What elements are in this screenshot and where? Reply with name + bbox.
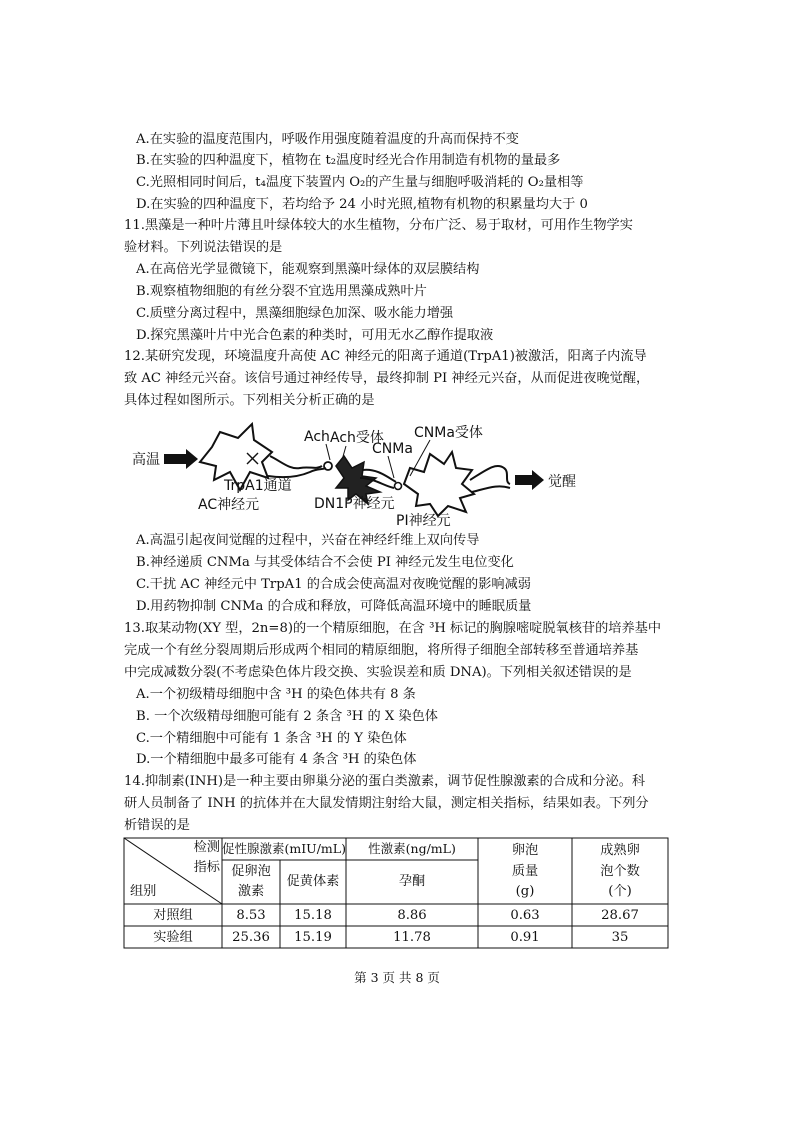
- table-header-lh: 促黄体素: [286, 874, 340, 889]
- q13-option-b: B. 一个次级精母细胞可能有 2 条含 ³H 的 X 染色体: [136, 709, 438, 724]
- q10-option-b: B.在实验的四种温度下，植物在 t₂温度时经光合作用制造有机物的量最多: [136, 153, 561, 168]
- trpa1-label: TrpA1通道: [224, 478, 292, 494]
- q10-option-a: A.在实验的温度范围内，呼吸作用强度随着温度的升高而保持不变: [136, 132, 519, 147]
- table-header-fsh-1: 促卵泡: [231, 864, 271, 879]
- q12-stem-line2: 致 AC 神经元兴奋。该信号通过神经传导，最终抑制 PI 神经元兴奋，从而促进夜晚觉醒，: [124, 371, 650, 386]
- cnma-receptor-label: CNMa受体: [414, 425, 483, 441]
- q13-stem-line2: 完成一个有丝分裂周期后形成两个相同的精原细胞，将所得子细胞全部转移至普通培养基: [124, 643, 639, 658]
- ac-neuron-label: AC神经元: [198, 497, 260, 513]
- table-cell-lh: 15.19: [294, 930, 332, 945]
- ach-label: Ach: [304, 429, 330, 445]
- table-header-fsh-2: 激素: [237, 884, 265, 899]
- q12-option-a: A.高温引起夜间觉醒的过程中，兴奋在神经纤维上双向传导: [136, 533, 480, 548]
- q11-option-d: D.探究黑藻叶片中光合色素的种类时，可用无水乙醇作提取液: [136, 328, 494, 343]
- pi-label: PI神经元: [396, 513, 451, 529]
- table-cell-mature-count: 28.67: [601, 908, 639, 923]
- table-corner-top-2: 指标: [193, 860, 220, 875]
- table-header-mature-1: 成熟卵: [600, 843, 640, 858]
- table-header-mature-3: (个): [608, 884, 632, 899]
- table-cell-fsh: 25.36: [232, 930, 270, 945]
- table-cell-mature-count: 35: [611, 930, 629, 945]
- table-cell-follicle-mass: 0.91: [510, 930, 540, 945]
- table-corner-bottom: 组别: [130, 884, 157, 899]
- q11-stem-line2: 验材料。下列说法错误的是: [124, 240, 283, 255]
- q13-option-c: C.一个精细胞中可能有 1 条含 ³H 的 Y 染色体: [136, 731, 407, 746]
- table-cell-group: 对照组: [153, 908, 193, 923]
- q14-stem-line3: 析错误的是: [124, 818, 190, 833]
- table-header-follicle-mass-3: (g): [515, 884, 535, 899]
- ach-receptor-label: Ach受体: [330, 430, 384, 446]
- high-temp-label: 高温: [132, 452, 160, 468]
- table-cell-follicle-mass: 0.63: [510, 908, 540, 923]
- q13-stem-line1: 13.取某动物(XY 型，2n=8)的一个精原细胞，在含 ³H 标记的胸腺嘧啶脱氧核苷的培养基中: [124, 621, 662, 636]
- page-footer: 第 3 页 共 8 页: [354, 970, 440, 985]
- q11-option-b: B.观察植物细胞的有丝分裂不宜选用黑藻成熟叶片: [136, 284, 427, 299]
- table-header-mature-2: 泡个数: [600, 864, 640, 879]
- q10-option-c: C.光照相同时间后，t₄温度下装置内 O₂的产生量与细胞呼吸消耗的 O₂量相等: [136, 175, 584, 190]
- table-corner-top-1: 检测: [193, 840, 220, 855]
- q11-option-a: A.在高倍光学显微镜下，能观察到黑藻叶绿体的双层膜结构: [136, 262, 480, 277]
- q12-stem-line1: 12.某研究发现，环境温度升高使 AC 神经元的阳离子通道(TrpA1)被激活，阳离子内流导: [124, 349, 647, 364]
- cnma-label: CNMa: [372, 441, 413, 457]
- q13-stem-line3: 中完成减数分裂(不考虑染色体片段交换、实验误差和质 DNA)。下列相关叙述错误的是: [124, 665, 632, 680]
- table-header-follicle-mass-1: 卵泡: [511, 843, 539, 858]
- q10-option-d: D.在实验的四种温度下，若均给予 24 小时光照,植物有机物的积累量均大于 0: [136, 197, 588, 212]
- q14-stem-line1: 14.抑制素(INH)是一种主要由卵巢分泌的蛋白类激素，调节促性腺激素的合成和分泌。科: [124, 774, 646, 789]
- q11-stem-line1: 11.黑藻是一种叶片薄且叶绿体较大的水生植物，分布广泛、易于取材，可用作生物学实: [124, 218, 633, 233]
- wake-label: 觉醒: [548, 474, 576, 490]
- table-cell-group: 实验组: [153, 930, 193, 945]
- q12-option-c: C.干扰 AC 神经元中 TrpA1 的合成会使高温对夜晚觉醒的影响减弱: [136, 577, 531, 592]
- q13-option-d: D.一个精细胞中最多可能有 4 条含 ³H 的染色体: [136, 752, 417, 767]
- table-cell-fsh: 8.53: [236, 908, 266, 923]
- dn1p-label: DN1P神经元: [314, 496, 395, 512]
- table-header-sex-hormone: 性激素(ng/mL): [368, 841, 456, 856]
- q11-option-c: C.质壁分离过程中，黑藻细胞绿色加深、吸水能力增强: [136, 306, 454, 321]
- table-cell-progesterone: 8.86: [397, 908, 427, 923]
- q12-option-d: D.用药物抑制 CNMa 的合成和释放，可降低高温环境中的睡眠质量: [136, 599, 532, 614]
- q12-stem-line3: 具体过程如图所示。下列相关分析正确的是: [124, 393, 375, 408]
- q14-stem-line2: 研人员制备了 INH 的抗体并在大鼠发情期注射给大鼠，测定相关指标，结果如表。下列分: [124, 796, 649, 811]
- q12-option-b: B.神经递质 CNMa 与其受体结合不会使 PI 神经元发生电位变化: [136, 555, 514, 570]
- table-header-gonadotropin: 促性腺激素(mIU/mL): [222, 841, 346, 856]
- table-cell-progesterone: 11.78: [393, 930, 431, 945]
- table-header-follicle-mass-2: 质量: [511, 864, 539, 879]
- table-header-progesterone: 孕酮: [398, 874, 426, 889]
- q13-option-a: A.一个初级精母细胞中含 ³H 的染色体共有 8 条: [136, 687, 416, 702]
- table-cell-lh: 15.18: [294, 908, 332, 923]
